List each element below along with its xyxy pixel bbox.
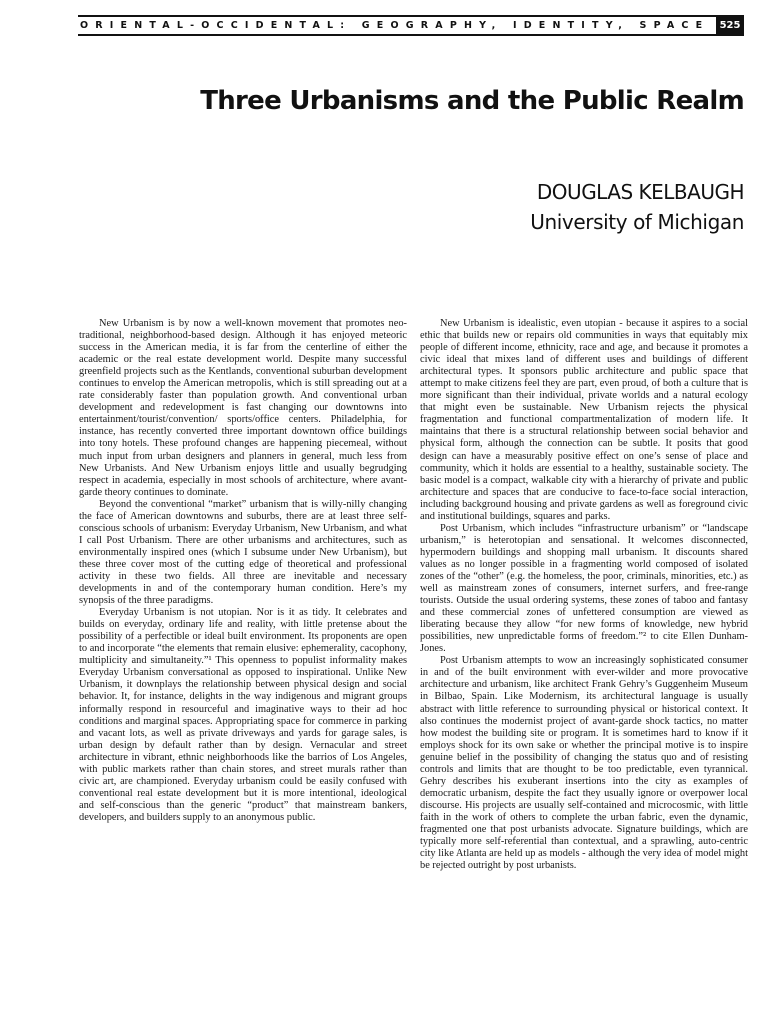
body-paragraph: Everyday Urbanism is not utopian. Nor is it as tidy. It celebrates and builds on everyday, ordinary life and reality, with little pretense about the possibility of a perfectible or ideal built environment. Its proponents are open to and incorporate “the elements that remain elusive: ephemerality, cacophony, multiplicity and simultaneity.”¹ This openness to populist informality makes Everyday Urbanism conversational as opposed to inspirational. Unlike New Urbanism, it downplays the relationship between physical design and social behavior. It, for instance, delights in the way indigenous and migrant groups informally respond in resourceful and imaginative ways to their ad hoc conditions and marginal spaces. Appropriating space for commerce in parking and vacant lots, as well as private driveways and yards for garage sales, is urban design by default rather than by design. Vernacular and street architecture in vibrant, ethnic neighborhoods like the barrios of Los Angeles, with public markets rather than chain stores, and street murals rather than civic art, are championed. Everyday urbanism could be easily confused with conventional real estate development but it is more intentional, ideological and self-conscious than the generic “product” that mainstream bankers, developers, and builders supply to an anonymous public. (79, 607, 407, 823)
author-affiliation: University of Michigan (530, 210, 744, 234)
running-head-top-rule (78, 15, 742, 17)
body-paragraph: New Urbanism is idealistic, even utopian - because it aspires to a social ethic that builds new or repairs old communities in ways that equitably mix people of different income, ethnicity, race and age, and because it promotes a civic ideal that mixes land of different uses and buildings of different architectural types. It sponsors public architecture and public space that attempt to make citizens feel they are part, even proud, of both a culture that is more significant than their individual, private worlds and a natural ecology that might even be sustainable. New Urbanism rejects the physical fragmentation and functional compartmentalization of modern life. It maintains that there is a structural relationship between social behavior and physical form, although the connection can be subtle. It posits that good design can have a measurably positive effect on one’s sense of place and community, which it holds are essential to a healthy, sustainable society. The basic model is a compact, walkable city with a hierarchy of private and public architecture and spaces that are conducive to face-to-face social interaction, including background housing and private gardens as well as foreground civic and institutional buildings, squares and parks. (420, 318, 748, 522)
running-head-text: ORIENTAL-OCCIDENTAL: GEOGRAPHY, IDENTITY, SPACE (80, 20, 710, 31)
body-paragraph: Beyond the conventional “market” urbanism that is willy-nilly changing the face of American downtowns and suburbs, there are at least three self-conscious schools of urbanism: Everyday Urbanism, New Urbanism, and what I call Post Urbanism. There are other urbanisms and architectures, such as environmentally inspired ones (which I subsume under New Urbanism), but these three cover most of the cutting edge of theoretical and professional activity in these two fields. All three are inevitable and necessary developments in and of the contemporary human condition. Here’s my synopsis of the three paradigms. (79, 498, 407, 607)
body-paragraph: Post Urbanism attempts to wow an increasingly sophisticated consumer in and of the built environment with ever-wilder and more provocative architecture and urbanism, like architect Frank Gehry’s Guggenheim Museum in Bilbao, Spain. Like Modernism, its architectural language is usually abstract with little reference to surrounding physical or historical context. It also continues the modernist project of avant-garde shock tactics, no matter how modest the building site or program. It is sometimes hard to know if it employs shock for its own sake or whether the principal motive is to inspire genuine belief in the possibility of changing the status quo and of resisting controls and limits that are thought to be too predictable, even tyrannical. Gehry describes his exuberant insertions into the city as examples of democratic urbanism, despite the fact they usually ignore or overpower local discourse. His projects are usually self-contained and microcosmic, with little faith in the work of others to complete the urban fabric, even the dynamic, fragmented one that post urbanists advocate. Signature buildings, which are typically more self-referential than contextual, and a sprawling, auto-centric city like Atlanta are held up as models - although the very idea of model might be rejected outright by post urbanists. (420, 655, 748, 872)
right-column (420, 318, 748, 990)
body-paragraph: Post Urbanism, which includes “infrastructure urbanism” or “landscape urbanism,” is heterotopian and sensational. It welcomes disconnected, hypermodern buildings and shopping mall urbanism. It discounts shared values as no longer possible in a fragmenting world composed of isolated zones of the “other” (e.g. the homeless, the poor, criminals, minorities, etc.) as well as mainstream zones of consumers, internet surfers, and free-range tourists. Outside the usual ordering systems, these zones of taboo and fantasy and these commercial zones of unfettered consumption are viewed as liberating because they allow “for new forms of knowledge, new hybrid possibilities, new unpredictable forms of freedom.”² to cite Ellen Dunham-Jones. (420, 522, 748, 655)
body-paragraph: New Urbanism is by now a well-known movement that promotes neo-traditional, neighborhood-based design. Although it has enjoyed meteoric success in the American media, it is far from the centerline of either the academic or the real estate development world. Despite many successful greenfield projects such as the Kentlands, conventional suburban development continues to envelop the American metropolis, which is still spreading out at a rate considerably faster than population growth. And conventional urban development and redevelopment is fast changing our downtowns into entertainment/tourist/convention/ sports/office centers. Philadelphia, for instance, has recently converted three important downtown office buildings into tony hotels. These profound changes are happening piecemeal, without much input from urban designers and planners in general, much less from New Urbanists. And New Urbanism enjoys little and usually begrudging respect in academia, especially in most schools of architecture, where avant-garde theory continues to dominate. (79, 318, 407, 498)
article-title: Three Urbanisms and the Public Realm (200, 86, 744, 116)
running-head (78, 15, 742, 36)
left-column (79, 318, 407, 990)
author-name: DOUGLAS KELBAUGH (536, 180, 744, 204)
page-number: 525 (716, 15, 744, 36)
running-head-bottom-rule (78, 34, 742, 36)
